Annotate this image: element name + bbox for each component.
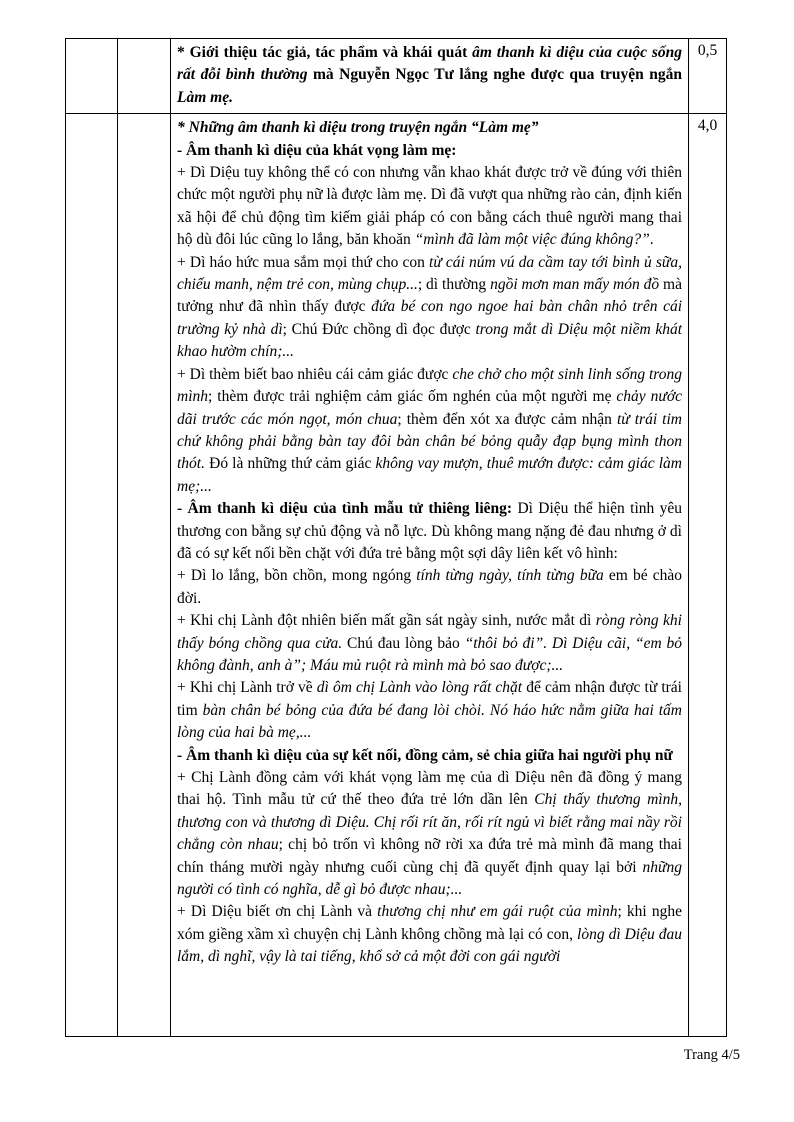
text-run: ; Chú Đức chồng dì đọc được [282, 320, 476, 338]
text-run: bàn chân bé bỏng của đứa bé đang lòi chòi. Nó háo hức nằm giữa hai tấm lòng của hai bà mẹ,... [177, 701, 682, 742]
paragraph [177, 901, 682, 968]
text-run: ròng ròng khi thấy bóng chồng qua cửa. [177, 612, 682, 652]
text-run: + Dì lo lắng, bồn chồn, mong ngóng [177, 567, 417, 585]
text-run: + Dì Diệu biết ơn chị Lành và [177, 903, 378, 921]
paragraph [177, 767, 682, 901]
text-run: những người có tình có nghĩa, dễ gì bỏ được nhau;... [177, 858, 682, 899]
rubric-table [65, 38, 727, 1037]
text-run: + Dì Diệu tuy không thể có con nhưng vẫn khao khát được trở về đúng với thiên chức một người phụ nữ là được làm mẹ. Dì đã vượt qua những rào cản, định kiến xã hội để chủ động tìm kiếm giải pháp có con bằng cách thuê người mang thai hộ dù đôi lúc cũng lo lắng, băn khoăn [177, 164, 682, 249]
text-run: tính từng ngày, tính từng bữa [416, 567, 604, 585]
text-run: * Giới thiệu tác giả, tác phẩm và khái quát [177, 44, 473, 61]
text-run: + Chị Lành đồng cảm với khát vọng làm mẹ của dì Diệu nên đã đồng ý mang thai hộ. Tình mẫu tử cứ thế theo đứa trẻ lớn dần lên [177, 769, 682, 809]
page-footer [684, 1046, 740, 1064]
text-run: * Những âm thanh kì diệu trong truyện ngắn “Làm mẹ” [177, 119, 539, 137]
paragraph [177, 498, 682, 565]
text-run: Làm mẹ. [177, 88, 233, 106]
text-run: không vay mượn, thuê mướn được: cảm giác làm mẹ;... [177, 455, 682, 495]
text-run: Đó là những thứ cảm giác [205, 455, 376, 473]
text-run: ; thèm đến xót xa được cảm nhận [397, 410, 617, 428]
text-run: ngồi mơn man mấy món đồ [490, 276, 664, 294]
text-run: âm thanh kì diệu của cuộc sống rất đỗi bình thường [177, 44, 682, 84]
content-cell [170, 114, 688, 1036]
text-run: từ cái núm vú da cầm tay tới bình ủ sữa, chiếu manh, nệm trẻ con, mùng chụp... [177, 253, 682, 294]
paragraph [177, 117, 682, 139]
score-cell [688, 39, 726, 113]
text-run: ; thèm được trải nghiệm cảm giác ốm nghén của một người mẹ [208, 388, 617, 406]
text-run: lòng dì Diệu đau lắm, dì nghĩ, vậy là tai tiếng, khổ sở cả một đời con gái người [177, 925, 682, 966]
text-run: ; chị bỏ trốn vì không nỡ rời xa đứa trẻ mà mình đã mang thai chín tháng mười ngày nhưng cuối cùng chị đã quyết định quay lại bởi [177, 836, 682, 876]
paragraph [177, 677, 682, 744]
text-run: ; khi nghe xóm giềng xầm xì chuyện chị Lành không chồng mà lại có con, [177, 903, 682, 943]
text-run: . [649, 231, 654, 249]
text-run: em bé chào đời. [177, 567, 683, 607]
paragraph [177, 140, 682, 162]
text-run: ; dì thường [417, 276, 491, 294]
text-run: “thôi bỏ đi”. Dì Diệu cãi, “em bỏ không đành, anh à”; Máu mủ ruột rà mình mà bỏ sao được;... [177, 634, 682, 674]
score-value: 4,0 [697, 117, 718, 135]
score-value: 0,5 [697, 42, 718, 59]
paragraph [177, 252, 682, 364]
text-run: + Khi chị Lành đột nhiên biến mất gần sát ngày sinh, nước mắt dì [177, 612, 596, 630]
text-run: từ trái tim chứ không phải bằng bàn tay đôi bàn chân bé bỏng quẫy đạp bụng mình thon thót. [177, 410, 682, 473]
text-run: đứa bé con ngo ngoe hai bàn chân nhỏ trên cái trường kỷ nhà dì [177, 298, 682, 338]
table-row [66, 113, 726, 1036]
page-number: Trang 4/5 [683, 1047, 740, 1063]
text-run: - Âm thanh kì diệu của khát vọng làm mẹ: [177, 141, 457, 159]
paragraph [177, 610, 682, 677]
text-run: + Dì háo hức mua sắm mọi thứ cho con [177, 253, 430, 271]
score-cell [688, 114, 726, 1036]
text-run: mà Nguyễn Ngọc Tư lắng nghe được qua truyện ngắn [307, 66, 683, 84]
text-run: Chị thấy thương mình, thương con và thương dì Diệu. Chị rối rít ăn, rối rít ngủ vì biết rằng mai nầy rồi chẳng còn nhau [177, 791, 682, 854]
sub-part-cell [117, 114, 170, 1036]
sub-part-cell [117, 39, 170, 113]
text-run: “mình đã làm một việc đúng không?” [414, 231, 650, 249]
text-run: che chở cho một sinh linh sống trong mình [177, 365, 682, 406]
text-run: Dì Diệu thể hiện tình yêu thương con bằng sự chủ động và nỗ lực. Dù không mang nặng đẻ đau nhưng ở dì đã có sự kết nối bền chặt với đứa trẻ bằng một sợi dây liên kết vô hình: [177, 500, 682, 562]
table-row [66, 39, 726, 113]
text-run: trong mắt dì Diệu một niềm khát khao hườm chín;... [177, 320, 683, 361]
text-run: dì ôm chị Lành vào lòng rất chặt [316, 679, 523, 697]
paragraph [177, 364, 682, 498]
text-run: mà tưởng như đã nhìn thấy được [177, 276, 682, 316]
text-run: - Âm thanh kì diệu của tình mẫu tử thiêng liêng: [177, 500, 518, 518]
content-cell [170, 39, 688, 113]
text-run: + Khi chị Lành trở về [177, 679, 317, 697]
paragraph [177, 565, 682, 610]
text-run: thương chị như em gái ruột của mình [377, 903, 618, 921]
text-run: + Dì thèm biết bao nhiêu cái cảm giác được [177, 365, 453, 383]
question-number-cell [66, 39, 117, 113]
question-number-cell [66, 114, 117, 1036]
paragraph [177, 42, 682, 109]
paragraph [177, 162, 682, 252]
text-run: để cảm nhận được từ trái tim [177, 679, 682, 719]
text-run: - Âm thanh kì diệu của sự kết nối, đồng cảm, sẻ chia giữa hai người phụ nữ [177, 746, 673, 764]
text-run: Chú đau lòng bảo [342, 634, 465, 652]
paragraph [177, 745, 682, 767]
text-run: chảy nước dãi trước các món ngọt, món chua [177, 388, 682, 428]
